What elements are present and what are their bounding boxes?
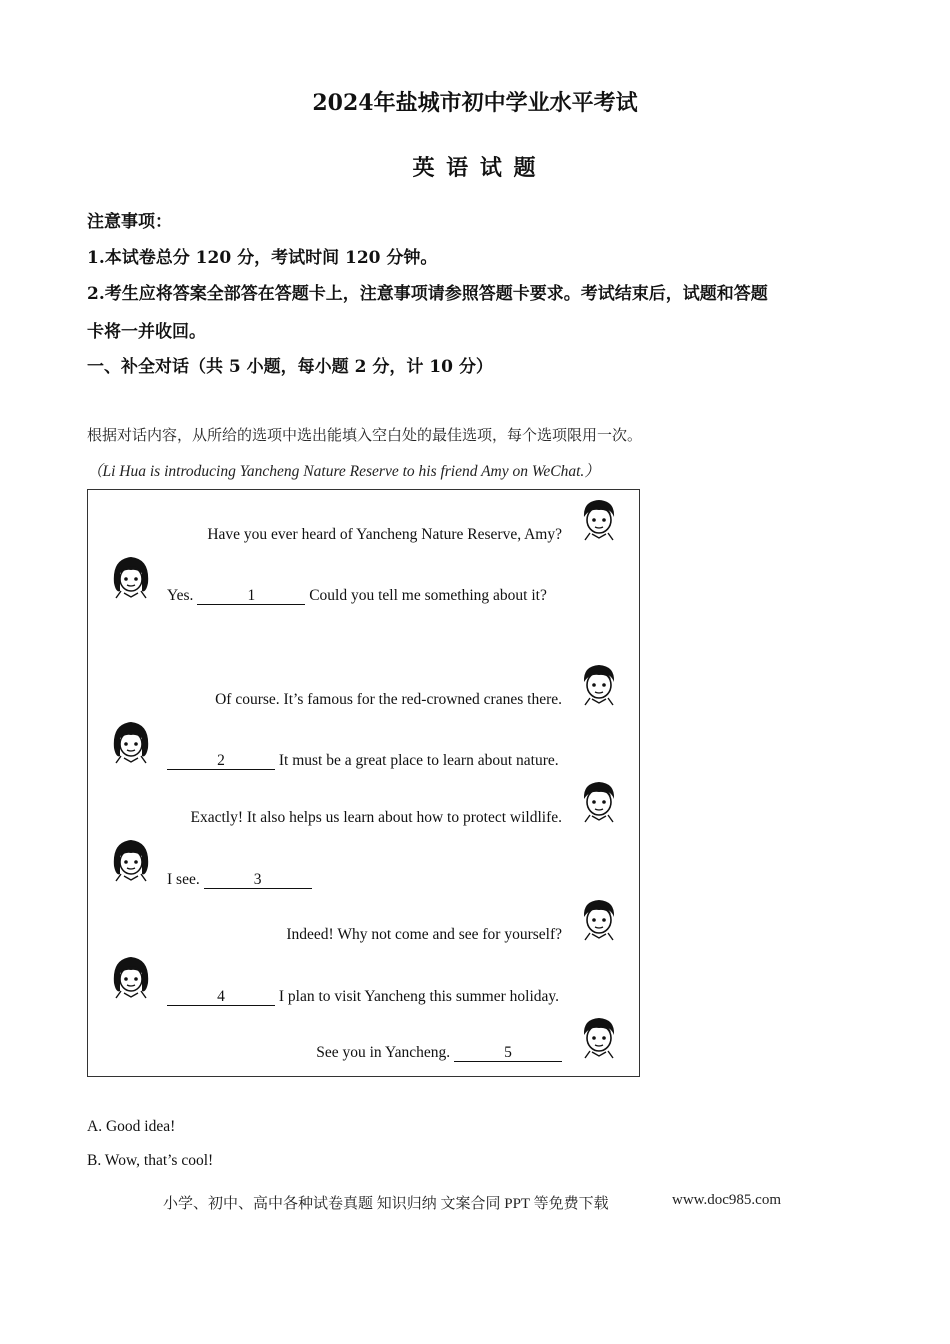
instruction-text: 根据对话内容，从所给的选项中选出能填入空白处的最佳选项，每个选项限用一次。 xyxy=(87,426,643,444)
subject-title: 英 语 试 题 xyxy=(412,155,538,181)
dialogue-line-7: Indeed! Why not come and see for yourself? xyxy=(286,926,562,943)
answer-blank-5[interactable]: 5 xyxy=(454,1045,562,1062)
notice-item-2-line-2: 卡将一并收回。 xyxy=(87,322,206,342)
li-hua-avatar-icon xyxy=(580,897,618,941)
footer-site-link[interactable]: www.doc985.com xyxy=(672,1192,782,1208)
li-hua-avatar-icon xyxy=(580,497,618,541)
answer-blank-3[interactable]: 3 xyxy=(204,872,312,889)
dialogue-line-9: See you in Yancheng. 5 xyxy=(316,1044,562,1062)
exam-title: 2024年盐城市初中学业水平考试 xyxy=(312,90,638,116)
dialogue-line-2: Yes. 1 Could you tell me something about it? xyxy=(167,587,547,604)
amy-avatar-icon xyxy=(112,955,150,999)
dialogue-line-8: 4 I plan to visit Yancheng this summer holiday. xyxy=(167,988,559,1006)
li-hua-avatar-icon xyxy=(580,662,618,706)
context-text: （Li Hua is introducing Yancheng Nature Reserve to his friend Amy on WeChat.） xyxy=(87,463,600,480)
option-b: B. Wow, that’s cool! xyxy=(87,1152,214,1169)
notice-item-1: 1.本试卷总分 120 分，考试时间 120 分钟。 xyxy=(87,248,438,268)
dialogue-line-1: Have you ever heard of Yancheng Nature Reserve, Amy? xyxy=(207,526,562,543)
dialogue-line-6: I see. 3 xyxy=(167,871,312,889)
li-hua-avatar-icon xyxy=(580,779,618,823)
notice-item-2-line-1: 2.考生应将答案全部答在答题卡上，注意事项请参照答题卡要求。考试结束后，试题和答题 xyxy=(87,284,768,304)
dialogue-line-4: 2 It must be a great place to learn about nature. xyxy=(167,752,559,770)
dialogue-line-5: Exactly! It also helps us learn about how to protect wildlife. xyxy=(190,809,562,826)
amy-avatar-icon xyxy=(112,720,150,764)
notice-heading: 注意事项： xyxy=(87,212,172,232)
answer-blank-4[interactable]: 4 xyxy=(167,989,275,1006)
dialogue-line-3: Of course. It’s famous for the red-crowned cranes there. xyxy=(215,691,562,708)
option-a: A. Good idea! xyxy=(87,1118,176,1135)
li-hua-avatar-icon xyxy=(580,1015,618,1059)
amy-avatar-icon xyxy=(112,838,150,882)
answer-blank-1[interactable]: 1 xyxy=(197,588,305,605)
section-heading: 一、补全对话（共 5 小题，每小题 2 分，计 10 分） xyxy=(87,357,493,377)
answer-blank-2[interactable]: 2 xyxy=(167,753,275,770)
footer-text: 小学、初中、高中各种试卷真题 知识归纳 文案合同 PPT 等免费下载 xyxy=(163,1196,609,1212)
amy-avatar-icon xyxy=(112,555,150,599)
